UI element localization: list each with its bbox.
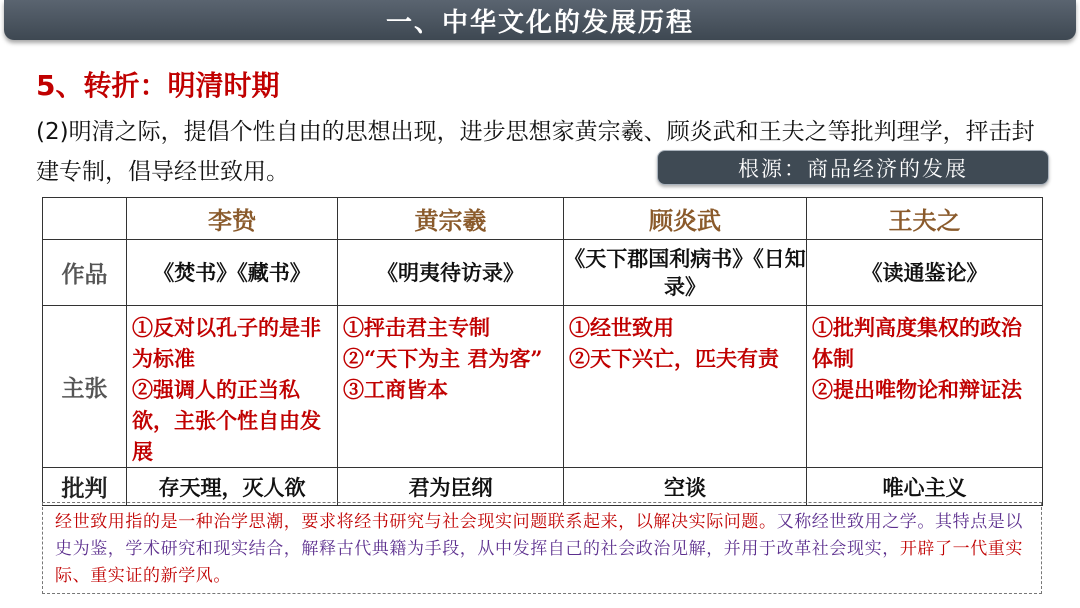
root-cause-box xyxy=(657,150,1049,185)
page-title: 一、中华文化的发展历程 xyxy=(385,7,694,38)
critique-row xyxy=(43,468,1043,506)
works-cell: 《天下郡国利病书》《日知录》 xyxy=(564,240,807,306)
critique-cell: 唯心主义 xyxy=(807,468,1043,506)
critique-cell: 空谈 xyxy=(564,468,807,506)
works-row xyxy=(43,240,1043,306)
claims-row xyxy=(43,306,1043,468)
claims-cell xyxy=(564,306,807,468)
corner-cell xyxy=(43,198,127,240)
claims-cell xyxy=(338,306,564,468)
note-impact: 开辟了一代重实际、重实证的新学风。 xyxy=(55,539,1024,586)
header-row xyxy=(43,198,1043,240)
claim-item: ②“天下为主 君为客” xyxy=(343,346,543,371)
note-characteristics: 又称经世致用之学。其特点是以史为鉴，学术研究和现实结合，解释古代典籍为手段，从中发挥自己的社会政治见解，并用于改革社会现实， xyxy=(55,512,1024,559)
intro-paragraph: (2)明清之际，提倡个性自由的思想出现，进步思想家黄宗羲、顾炎武和王夫之等批判理学，抨击封建专制，倡导经世致用。 xyxy=(36,119,1035,185)
row-label-works: 作品 xyxy=(43,240,127,306)
column-header-wang-fuzhi: 王夫之 xyxy=(807,198,1043,240)
claim-item: ①反对以孔子的是非为标准 xyxy=(132,315,321,371)
column-header-gu-yanwu: 顾炎武 xyxy=(564,198,807,240)
claims-cell xyxy=(807,306,1043,468)
claim-item: ③工商皆本 xyxy=(343,377,448,402)
row-label-claims: 主张 xyxy=(43,306,127,468)
claim-item: ②强调人的正当私欲，主张个性自由发展 xyxy=(132,377,321,464)
claims-cell xyxy=(127,306,338,468)
critique-cell: 君为臣纲 xyxy=(338,468,564,506)
thinkers-table xyxy=(42,197,1043,506)
column-header-li-zhi: 李贽 xyxy=(127,198,338,240)
claim-item: ②天下兴亡，匹夫有责 xyxy=(569,346,779,371)
claim-item: ①批判高度集权的政治体制 xyxy=(812,315,1022,371)
row-label-critique: 批判 xyxy=(43,468,127,506)
works-cell: 《焚书》《藏书》 xyxy=(127,240,338,306)
critique-cell: 存天理，灭人欲 xyxy=(127,468,338,506)
works-cell: 《明夷待访录》 xyxy=(338,240,564,306)
definition-note xyxy=(42,502,1042,594)
claim-item: ①抨击君主专制 xyxy=(343,315,490,340)
claim-item: ②提出唯物论和辩证法 xyxy=(812,377,1022,402)
claim-item: ①经世致用 xyxy=(569,315,674,340)
root-cause-label: 根源：商品经济的发展 xyxy=(738,156,968,181)
section-heading: 5、转折：明清时期 xyxy=(36,69,280,102)
column-header-huang-zongxi: 黄宗羲 xyxy=(338,198,564,240)
title-bar xyxy=(4,0,1076,40)
works-cell: 《读通鉴论》 xyxy=(807,240,1043,306)
note-definition: 经世致用指的是一种治学思潮，要求将经书研究与社会现实问题联系起来，以解决实际问题。 xyxy=(55,512,777,532)
